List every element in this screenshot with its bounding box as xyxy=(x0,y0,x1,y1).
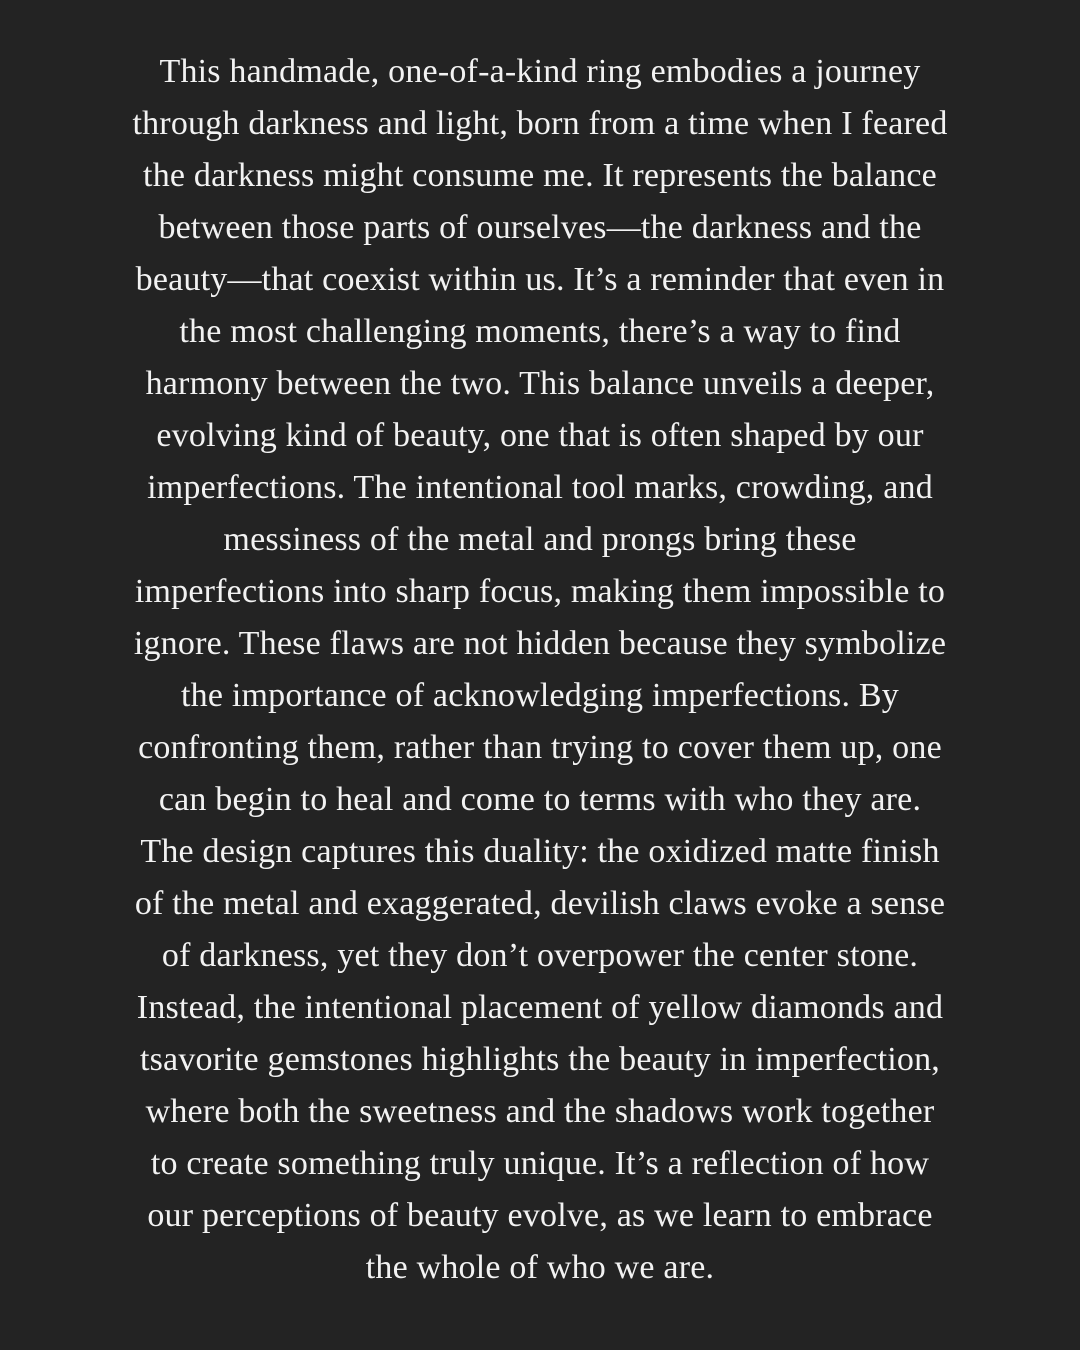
text-line: confronting them, rather than trying to cover them up, one xyxy=(138,729,942,766)
text-line: can begin to heal and come to terms with who they are. xyxy=(158,781,922,818)
text-line: messiness of the metal and prongs bring these xyxy=(223,521,857,558)
text-line: imperfections into sharp focus, making them impossible to xyxy=(134,573,946,610)
text-line: This handmade, one-of-a-kind ring embodies a journey xyxy=(159,53,921,90)
text-line: beauty—that coexist within us. It’s a reminder that even in xyxy=(135,261,945,298)
text-line: harmony between the two. This balance unveils a deeper, xyxy=(145,365,935,402)
text-line: the importance of acknowledging imperfections. By xyxy=(181,677,899,714)
text-line: through darkness and light, born from a time when I feared xyxy=(132,105,948,142)
text-line: the darkness might consume me. It represents the balance xyxy=(143,157,937,194)
text-line: evolving kind of beauty, one that is often shaped by our xyxy=(156,417,924,454)
text-line: the whole of who we are. xyxy=(365,1249,715,1286)
text-line: tsavorite gemstones highlights the beauty in imperfection, xyxy=(139,1041,941,1078)
text-line: of the metal and exaggerated, devilish claws evoke a sense xyxy=(134,885,946,922)
text-line: ignore. These flaws are not hidden because they symbolize xyxy=(133,625,947,662)
text-line: Instead, the intentional placement of yellow diamonds and xyxy=(136,989,944,1026)
text-line: where both the sweetness and the shadows work together xyxy=(145,1093,935,1130)
text-line: The design captures this duality: the oxidized matte finish xyxy=(140,833,940,870)
text-line: to create something truly unique. It’s a reflection of how xyxy=(150,1145,930,1182)
text-line: the most challenging moments, there’s a way to find xyxy=(179,313,901,350)
text-line: our perceptions of beauty evolve, as we learn to embrace xyxy=(147,1197,933,1234)
text-line: between those parts of ourselves—the darkness and the xyxy=(158,209,922,246)
text-line: imperfections. The intentional tool marks, crowding, and xyxy=(147,469,933,506)
text-line: of darkness, yet they don’t overpower the center stone. xyxy=(161,937,919,974)
